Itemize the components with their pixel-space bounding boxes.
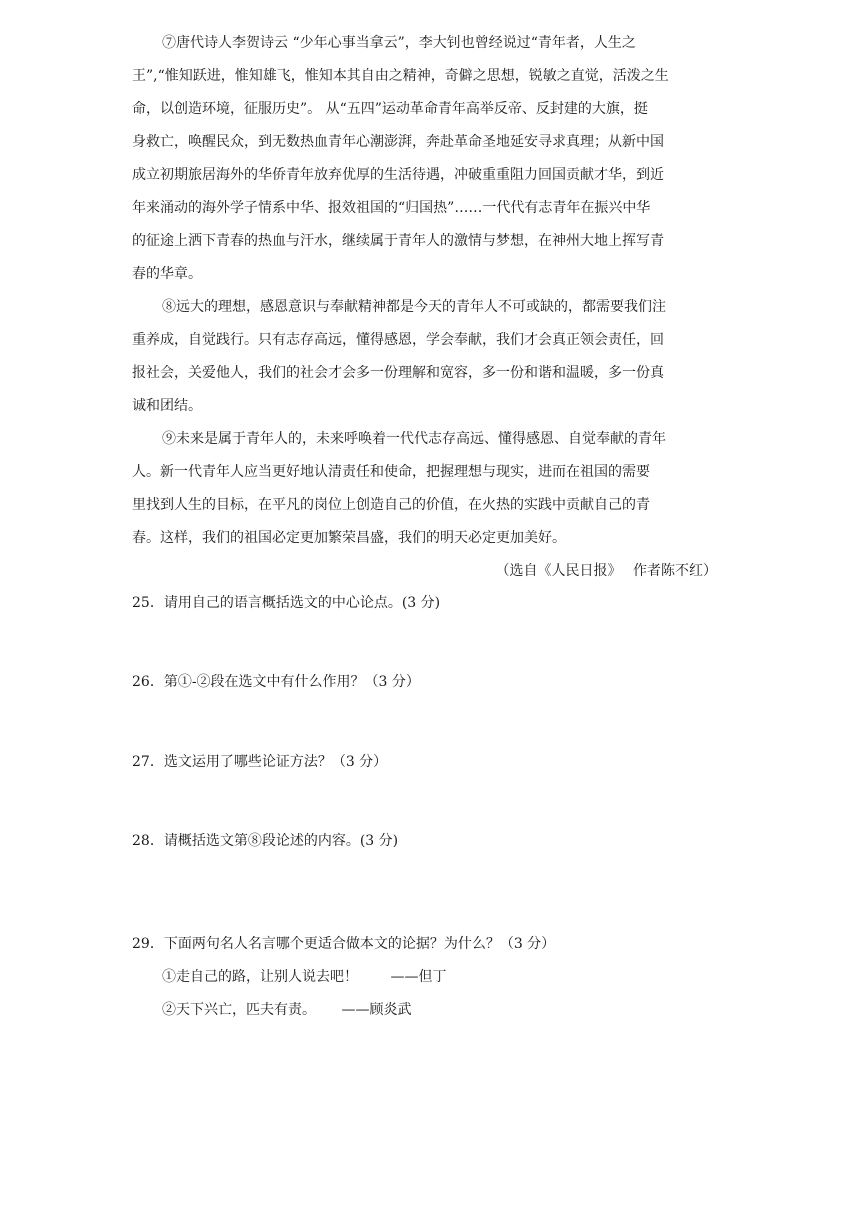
paragraph-7-line-2: 王”,“惟知跃进，惟知雄飞，惟知本其自由之精神，奇僻之思想，锐敏之直觉，活泼之生 [132,68,669,84]
paragraph-9-line-4: 春。这样，我们的祖国必定更加繁荣昌盛，我们的明天必定更加美好。 [132,530,566,546]
paragraph-9-line-3: 里找到人生的目标，在平凡的岗位上创造自己的价值，在火热的实践中贡献自己的青 [132,497,650,513]
question-27: 27．选文运用了哪些论证方法？（3 分） [132,754,388,770]
paragraph-7-line-7: 的征途上洒下青春的热血与汗水，继续属于青年人的激情与梦想，在神州大地上挥写青 [132,233,664,249]
question-29-option-2: ②天下兴亡，匹夫有责。 ——顾炎武 [162,1002,412,1018]
paragraph-7-line-5: 成立初期旅居海外的华侨青年放弃优厚的生活待遇，冲破重重阻力回国贡献才华，到近 [132,167,664,183]
paragraph-7-line-6: 年来涌动的海外学子情系中华、报效祖国的“归国热”……一代代有志青年在振兴中华 [132,200,651,216]
question-26: 26．第①-②段在选文中有什么作用？（3 分） [132,674,420,690]
paragraph-8-line-2: 重养成，自觉践行。只有志存高远，懂得感恩，学会奉献，我们才会真正领会责任，回 [132,332,664,348]
paragraph-7-line-3: 命，以创造环境，征服历史”。 从“五四”运动革命青年高举反帝、反封建的大旗，挺 [132,101,648,117]
paragraph-7-line-8: 春的华章。 [132,266,202,282]
question-29-option-1: ①走自己的路，让别人说去吧！ ——但丁 [162,969,447,985]
article-source: （选自《人民日报》 作者陈不红） [495,563,717,579]
paragraph-7-line-1: ⑦唐代诗人李贺诗云 “少年心事当拿云”，李大钊也曾经说过“青年者，人生之 [162,35,636,51]
paragraph-8-line-1: ⑧远大的理想，感恩意识与奉献精神都是今天的青年人不可或缺的，都需要我们注 [162,299,666,315]
paragraph-7-line-4: 身救亡，唤醒民众，到无数热血青年心潮澎湃，奔赴革命圣地延安寻求真理；从新中国 [132,134,664,150]
paragraph-9-line-1: ⑨未来是属于青年人的，未来呼唤着一代代志存高远、懂得感恩、自觉奉献的青年 [162,431,666,447]
paragraph-8-line-4: 诚和团结。 [132,398,202,414]
question-25: 25．请用自己的语言概括选文的中心论点。(3 分) [132,595,441,611]
paragraph-8-line-3: 报社会，关爱他人，我们的社会才会多一份理解和宽容，多一份和谐和温暖，多一份真 [132,365,664,381]
question-29: 29．下面两句名人名言哪个更适合做本文的论据？为什么？（3 分） [132,936,556,952]
paragraph-9-line-2: 人。新一代青年人应当更好地认清责任和使命，把握理想与现实，进而在祖国的需要 [132,464,650,480]
question-28: 28．请概括选文第⑧段论述的内容。(3 分) [132,833,399,849]
